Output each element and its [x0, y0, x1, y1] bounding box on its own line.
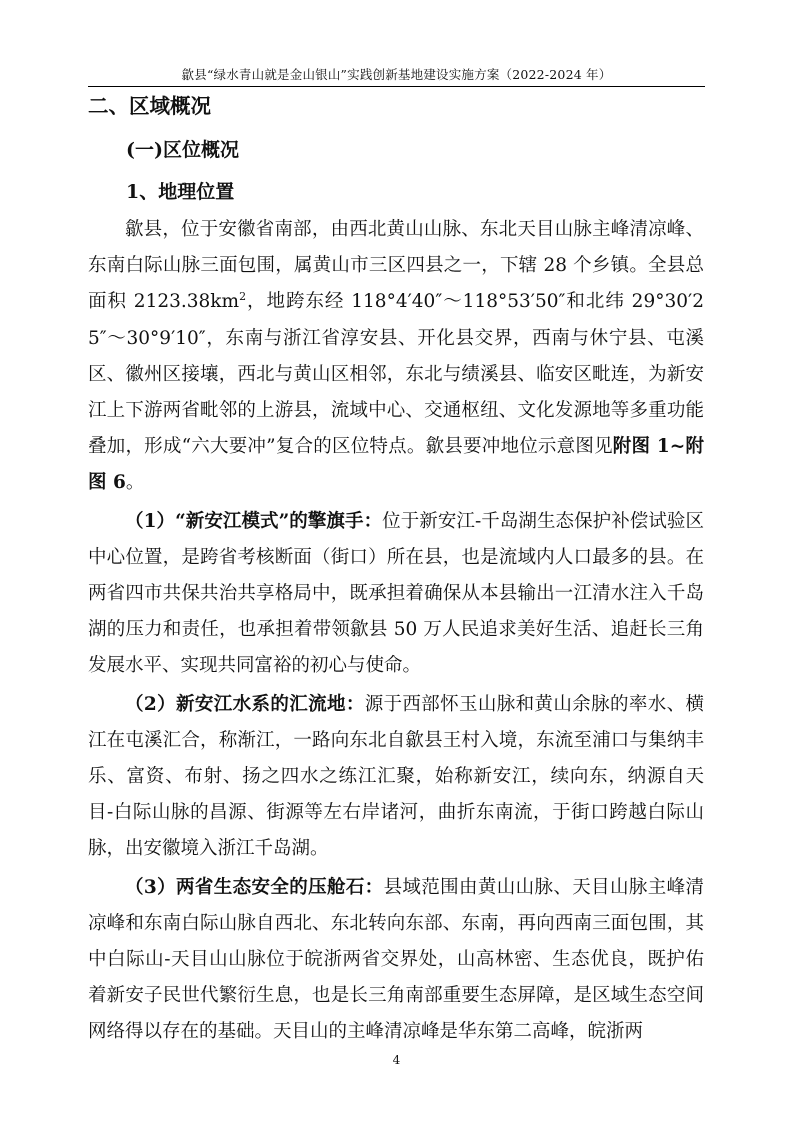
point-paragraph-2 [88, 687, 704, 868]
point-text-3: 县域范围由黄山山脉、天目山脉主峰清凉峰和东南白际山脉自西北、东北转向东部、东南，再向西南三面包围，其中白际山-天目山山脉位于皖浙两省交界处，山高林密、生态优良，既护佑着新安子民世代繁衍生息，也是长三角南部重要生态屏障，是区域生态空间网络得以存在的基础。天目山的主峰清凉峰是华东第二高峰，皖浙两 [88, 876, 704, 1043]
intro-text-part2: ，地跨东经 118°4′40″～118°53′50″和北纬 29°30′25″～30°9′10″，东南与浙江省淳安县、开化县交界，西南与休宁县、屯溪区、徽州区接壤，西北与黄山区相邻，东北与绩溪县、临安区毗连，为新安江上下游两省毗邻的上游县，流域中心、交通枢纽、文化发源地等多重功能叠加，形成“六大要冲”复合的区位特点。歙县要冲地位示意图见 [88, 291, 704, 458]
subsection-heading: (一)区位概况 [126, 139, 239, 161]
point-text-2: 源于西部怀玉山脉和黄山余脉的率水、横江在屯溪汇合，称渐江，一路向东北自歙县王村入境，东流至浦口与集纳丰乐、富资、布射、扬之四水之练江汇聚，始称新安江，续向东，纳源自天目-白际山脉的昌源、街源等左右岸诸河，曲折东南流，于街口跨越白际山脉，出安徽境入浙江千岛湖。 [88, 693, 704, 860]
running-header: 歙县“绿水青山就是金山银山”实践创新基地建设实施方案（2022-2024 年） [181, 67, 612, 82]
point-text-1: 位于新安江-千岛湖生态保护补偿试验区中心位置，是跨省考核断面（街口）所在县，也是流域内人口最多的县。在两省四市共保共治共享格局中，既承担着确保从本县输出一江清水注入千岛湖的压力和责任，也承担着带领歙县 50 万人民追求美好生活、追赶长三角发展水平、实现共同富裕的初心与使命。 [88, 510, 704, 677]
intro-text-end: 。 [125, 472, 145, 494]
section-heading: 二、区域概况 [88, 94, 211, 118]
item-heading: 1、地理位置 [126, 181, 235, 203]
page-number: 4 [392, 1053, 401, 1067]
intro-paragraph [88, 212, 704, 502]
area-unit-superscript: 2 [239, 290, 247, 304]
figure-reference: 附图 1~附图 6 [88, 436, 704, 494]
page-body [88, 88, 704, 1051]
point-lead-2: （2）新安江水系的汇流地： [125, 693, 365, 715]
point-paragraph-1 [88, 504, 704, 685]
intro-text-part1: 歙县，位于安徽省南部，由西北黄山山脉、东北天目山脉主峰清凉峰、东南白际山脉三面包围，属黄山市三区四县之一，下辖 28 个乡镇。全县总面积 2123.38km [88, 219, 704, 313]
point-lead-3: （3）两省生态安全的压舱石： [125, 876, 384, 898]
header-rule [88, 86, 705, 87]
point-lead-1: （1）“新安江模式”的擎旗手： [125, 510, 383, 532]
point-paragraph-3 [88, 870, 704, 1051]
